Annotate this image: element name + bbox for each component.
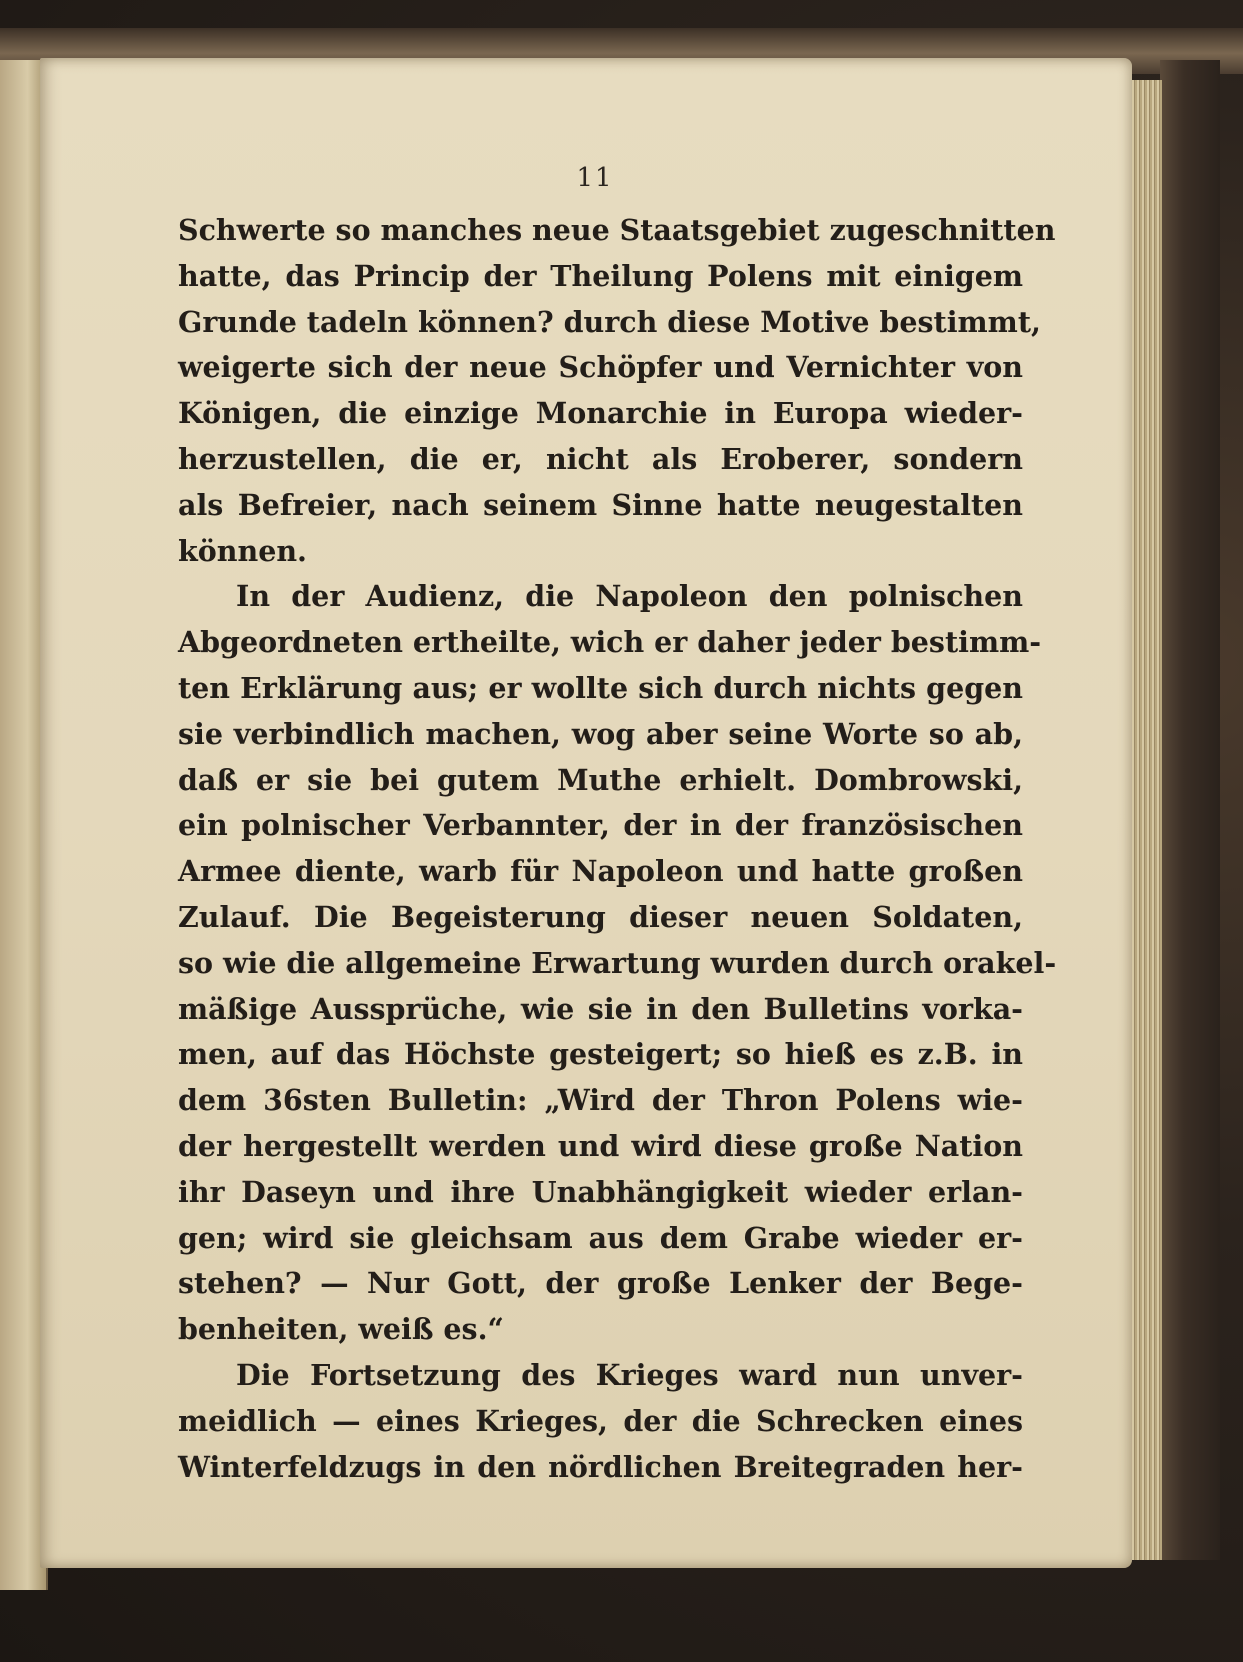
text-line: ihr Daseyn und ihre Unabhängigkeit wieder erlan-: [178, 1174, 1023, 1209]
page-number: 11: [576, 163, 614, 193]
text-line: men, auf das Höchste gesteigert; so hieß es z.B. in: [178, 1037, 1023, 1072]
text-line: daß er sie bei gutem Muthe erhielt. Dombrowski,: [178, 762, 1023, 797]
text-line: ten Erklärung aus; er wollte sich durch nichts gegen: [178, 670, 1023, 705]
text-line: weigerte sich der neue Schöpfer und Vernichter von: [178, 350, 1023, 385]
text-line: herzustellen, die er, nicht als Eroberer, sondern: [178, 441, 1023, 476]
text-line: stehen? — Nur Gott, der große Lenker der Bege-: [178, 1266, 1023, 1301]
text-line: ein polnischer Verbannter, der in der französischen: [178, 808, 1023, 843]
text-line: Armee diente, warb für Napoleon und hatte großen: [178, 854, 1023, 889]
text-line: mäßige Aussprüche, wie sie in den Bulletins vorka-: [178, 991, 1023, 1026]
text-line: hatte, das Princip der Theilung Polens mit einigem: [178, 258, 1023, 293]
text-line: Königen, die einzige Monarchie in Europa wieder-: [178, 396, 1023, 431]
text-line: gen; wird sie gleichsam aus dem Grabe wieder er-: [178, 1220, 1023, 1255]
text-line: können.: [178, 533, 307, 568]
text-line: dem 36sten Bulletin: „Wird der Thron Polens wie-: [178, 1083, 1023, 1118]
paragraph-start-line: Die Fortsetzung des Krieges ward nun unver-: [236, 1357, 1023, 1392]
text-line: Abgeordneten ertheilte, wich er daher jeder bestimm-: [178, 625, 1042, 660]
text-line: benheiten, weiß es.“: [178, 1312, 504, 1347]
text-line: der hergestellt werden und wird diese große Nation: [178, 1128, 1023, 1163]
text-line: Grunde tadeln können? durch diese Motive bestimmt,: [178, 304, 1041, 339]
book-cover-right: [1160, 60, 1220, 1560]
paragraph-start-line: In der Audienz, die Napoleon den polnischen: [236, 579, 1023, 614]
text-line: als Befreier, nach seinem Sinne hatte neugestalten: [178, 487, 1023, 522]
page-edges: [1130, 80, 1162, 1560]
text-line: so wie die allgemeine Erwartung wurden durch orakel-: [178, 945, 1057, 980]
text-line: Winterfeldzugs in den nördlichen Breitegraden her-: [178, 1449, 1023, 1484]
text-line: Zulauf. Die Begeisterung dieser neuen Soldaten,: [178, 899, 1023, 934]
text-line: sie verbindlich machen, wog aber seine Worte so ab,: [178, 716, 1023, 751]
text-line: Schwerte so manches neue Staatsgebiet zugeschnitten: [178, 213, 1056, 247]
book-page: [40, 58, 1132, 1568]
page-text: [178, 208, 1057, 1490]
text-line: meidlich — eines Krieges, der die Schrecken eines: [178, 1403, 1023, 1438]
